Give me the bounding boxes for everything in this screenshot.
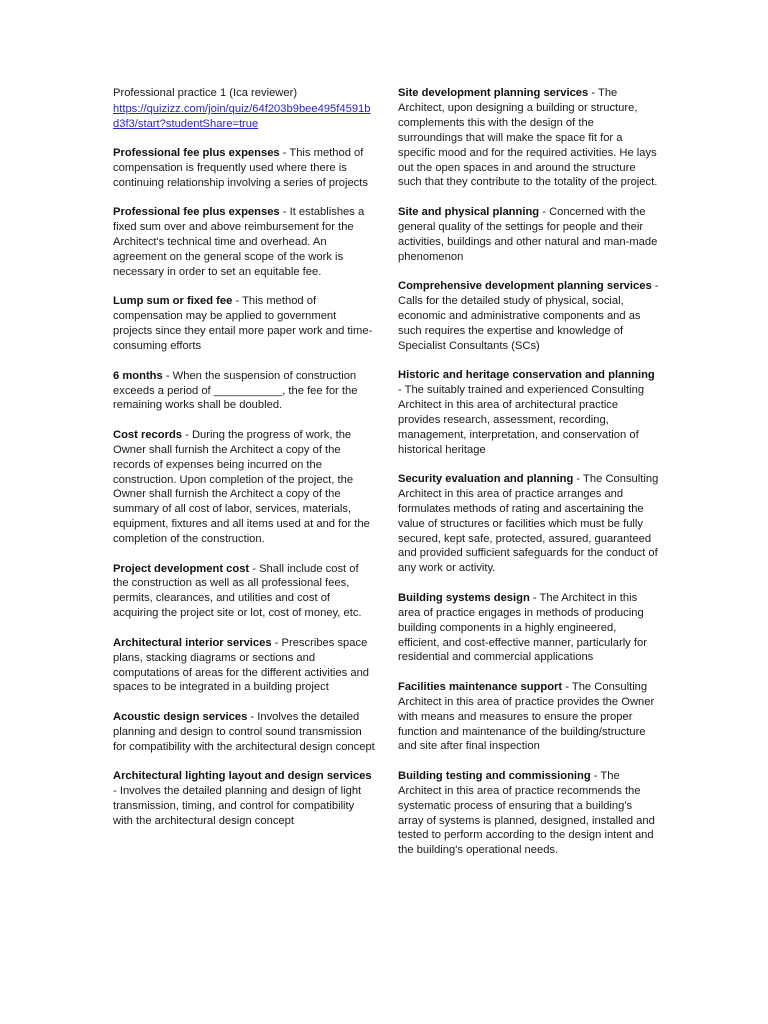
definition-body: - This method of compensation may be applied to government projects since they entail more paper work and time-consuming efforts [113,295,373,353]
definition-body: - The Architect, upon designing a building or structure, complements this with the design of the surroundings that will make the space fit for a specific mood and for the required activities. He lays out the open spaces in and around the structure such that they contribute to the totality of the project. [398,87,658,189]
left-column [113,86,375,858]
definition-entry [113,769,375,829]
definition-term: Site and physical planning [398,205,540,218]
quiz-link-paragraph [113,102,375,132]
document-title-text: Professional practice 1 (Ica reviewer) [113,87,298,99]
definition-term: Architectural interior services [113,636,272,649]
definition-entry [113,294,375,354]
definition-body: - Calls for the detailed study of physical, social, economic and administrative components and as such requires the expertise and knowledge of Specialist Consultants (SCs) [398,279,659,352]
definition-term: Building systems design [398,591,530,604]
definition-term: Professional fee plus expenses [113,147,280,160]
definition-term: Project development cost [113,562,250,575]
definition-body: - Prescribes space plans, stacking diagrams or sections and computations of areas for the different activities and spaces to be integrated in a building project [113,636,370,694]
definition-body: - It establishes a fixed sum over and above reimbursement for the Architect's technical time and overhead. An agreement on the general scope of the work is necessary in order to set an equitable fee. [113,206,365,279]
definition-term: Acoustic design services [113,710,248,723]
left-column-entries [113,146,375,828]
definition-term: Building testing and commissioning [398,769,591,782]
definition-body: - Involves the detailed planning and design to control sound transmission for compatibility with the architectural design concept [113,710,375,753]
definition-entry [398,591,660,666]
definition-body: - The Architect in this area of practice engages in methods of producing building components in a highly engineered, efficient, and cost-effective manner, particularly for residential and commercial applications [398,591,647,664]
definition-entry [113,369,375,414]
definition-entry [398,86,660,190]
definition-body: - The Consulting Architect in this area of practice provides the Owner with means and measures to ensure the proper function and maintenance of the building/structure and site after final inspection [398,680,655,753]
definition-term: Facilities maintenance support [398,680,563,693]
definition-term: Historic and heritage conservation and planning [398,369,655,381]
definition-term: Professional fee plus expenses [113,206,280,219]
definition-body: - The Consulting Architect in this area of practice arranges and formulates methods of rating and ascertaining the value of structures or facilities which must be fully secured, kept safe, protected, assured, guaranteed and provided sufficient safeguards for the conduct of any work or activity. [398,472,659,575]
definition-body: - The suitably trained and experienced Consulting Architect in this area of architectural practice provides research, assessment, recording, management, interpretation, and conservation of historical heritage [398,383,645,456]
definition-entry [113,146,375,191]
definition-body: - During the progress of work, the Owner shall furnish the Architect a copy of the records of expenses being incurred on the construction. Upon completion of the project, the Owner shall furnish the Architect a copy of the summary of all cost of labor, services, materials, equipment, fixtures and all items used at and for the completion of the construction. [113,428,370,546]
definition-term: 6 months [113,369,163,382]
quiz-link[interactable]: https://quizizz.com/join/quiz/64f203b9bee495f4591bd3f3/start?studentShare=true [113,102,371,130]
definition-entry [398,680,660,755]
definition-body: - This method of compensation is frequently used where there is continuing relationship involving a series of projects [113,147,368,190]
definition-entry [398,769,660,858]
definition-body: - Shall include cost of the construction as well as all professional fees, permits, clearances, and utilities and cost of acquiring the project site or lot, cost of money, etc. [113,562,362,620]
definition-entry [113,636,375,696]
definition-entry [113,428,375,547]
right-column-entries [398,86,660,858]
right-column [398,86,660,858]
definition-entry [113,562,375,622]
definition-term: Lump sum or fixed fee [113,295,233,308]
definition-body: - When the suspension of construction exceeds a period of ___________, the fee for the remaining works shall be doubled. [113,369,358,412]
definition-body: - The Architect in this area of practice recommends the systematic process of ensuring that a building's array of systems is planned, designed, installed and tested to perform according to the design intent and the building's operational needs. [398,769,655,857]
definition-term: Cost records [113,428,183,441]
definition-term: Comprehensive development planning services [398,279,652,292]
definition-body: - Involves the detailed planning and design of light transmission, timing, and control for compatibility with the architectural design concept [113,784,362,827]
definition-entry [398,205,660,265]
definition-entry [113,205,375,280]
definition-entry [398,472,660,576]
definition-term: Architectural lighting layout and design services [113,770,372,783]
two-column-layout [113,86,661,858]
document-title [113,86,375,101]
definition-entry [398,279,660,354]
definition-body: - Concerned with the general quality of the settings for people and their activities, buildings and other natural and man-made phenomenon [398,205,658,263]
definition-entry [113,710,375,755]
definition-entry [398,368,660,457]
definition-term: Security evaluation and planning [398,472,574,485]
definition-term: Site development planning services [398,87,589,99]
